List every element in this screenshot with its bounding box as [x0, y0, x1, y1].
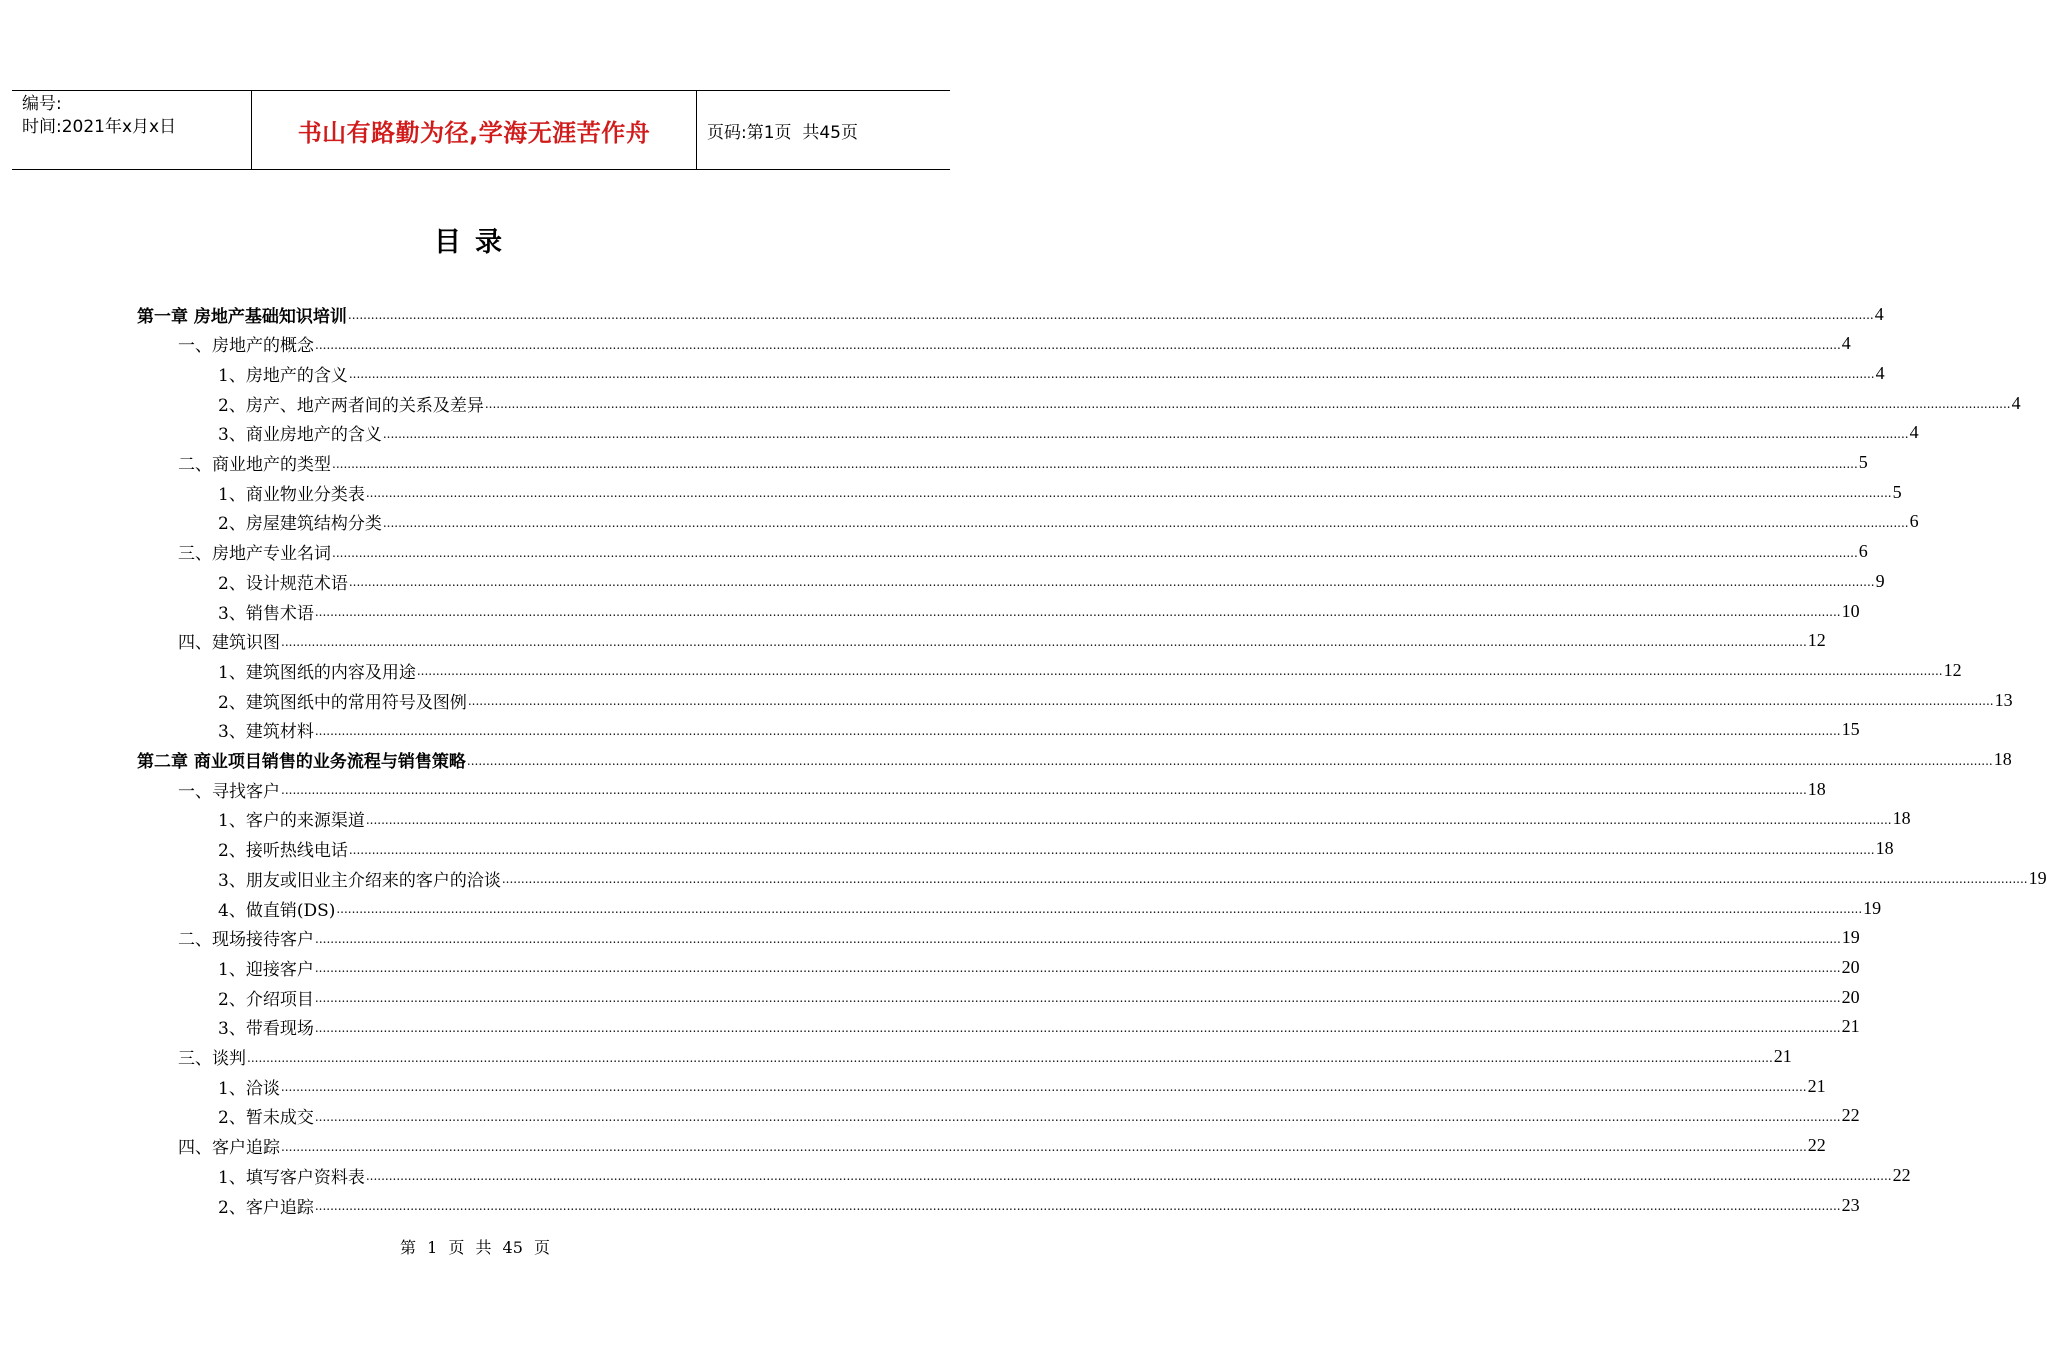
toc-entry-page: 18: [1892, 808, 1911, 829]
toc-leader-dots: ................................................................................................................................................................................................................................................................................................................................................................................................................: [382, 515, 1909, 530]
toc-leader-dots: ................................................................................................................................................................................................................................................................................................................................................................................................................: [332, 456, 1858, 471]
toc-entry[interactable]: [218, 685, 2013, 715]
toc-entry-title: 第二章 商业项目销售的业务流程与销售策略: [137, 752, 466, 772]
toc-entry-title: 一、寻找客户: [178, 781, 280, 802]
toc-entry[interactable]: [218, 655, 1962, 685]
toc-entry-title: 二、商业地产的类型: [178, 455, 331, 475]
toc-entry-page: 6: [1909, 511, 1919, 532]
toc-entry[interactable]: [218, 893, 1882, 923]
toc-entry-page: 9: [1875, 570, 1885, 591]
toc-entry-title: 三、房地产专业名词: [178, 544, 331, 565]
toc-entry-title: 四、客户追踪: [178, 1138, 280, 1159]
toc-entry-page: 4: [1874, 303, 1884, 324]
toc-entry-page: 5: [1858, 452, 1868, 472]
toc-entry-title: 二、现场接待客户: [178, 930, 314, 951]
toc-entry-page: 21: [1773, 1046, 1792, 1066]
toc-leader-dots: ................................................................................................................................................................................................................................................................................................................................................................................................................: [281, 783, 1807, 798]
toc-entry-title: 2、暂未成交: [218, 1108, 314, 1129]
toc-entry-title: 1、洽谈: [218, 1078, 280, 1099]
toc-entry[interactable]: [218, 507, 1919, 537]
toc-entry[interactable]: [218, 1101, 1860, 1131]
toc-leader-dots: ................................................................................................................................................................................................................................................................................................................................................................................................................: [314, 991, 1841, 1006]
toc-leader-dots: ................................................................................................................................................................................................................................................................................................................................................................................................................: [501, 872, 2028, 887]
toc-entry-title: 2、建筑图纸中的常用符号及图例: [218, 692, 467, 713]
toc-entry[interactable]: [218, 477, 1902, 507]
toc-entry[interactable]: [178, 448, 1868, 478]
toc-entry[interactable]: [218, 982, 1860, 1012]
toc-entry-title: 2、设计规范术语: [218, 573, 348, 594]
toc-leader-dots: ................................................................................................................................................................................................................................................................................................................................................................................................................: [315, 337, 1841, 352]
toc-entry-title: 1、迎接客户: [218, 959, 314, 980]
toc-entry[interactable]: [178, 329, 1851, 359]
toc-leader-dots: ................................................................................................................................................................................................................................................................................................................................................................................................................: [332, 545, 1858, 560]
toc-entry[interactable]: [218, 1071, 1826, 1101]
document-header: [12, 90, 950, 170]
toc-leader-dots: ................................................................................................................................................................................................................................................................................................................................................................................................................: [336, 902, 1863, 916]
toc-entry[interactable]: [178, 923, 1860, 953]
toc-entry-page: 19: [1863, 897, 1882, 918]
header-meta: [12, 91, 251, 169]
toc-entry-page: 6: [1858, 541, 1868, 562]
toc-leader-dots: ................................................................................................................................................................................................................................................................................................................................................................................................................: [484, 397, 2011, 412]
toc-leader-dots: ................................................................................................................................................................................................................................................................................................................................................................................................................: [365, 486, 1892, 501]
toc-entry-title: 3、商业房地产的含义: [218, 425, 382, 446]
toc-entry-page: 20: [1841, 956, 1860, 977]
toc-entry-title: 四、建筑识图: [178, 633, 280, 654]
header-motto: 书山有路勤为径,学海无涯苦作舟: [297, 118, 651, 147]
toc-entry-page: 15: [1841, 719, 1860, 740]
document-time-label: 时间:2021年x月x日: [22, 117, 177, 137]
toc-entry-title: 2、房屋建筑结构分类: [218, 514, 382, 535]
toc-entry-page: 20: [1841, 986, 1860, 1007]
page-title: 目录: [434, 227, 516, 258]
toc-entry-title: 一、房地产的概念: [178, 336, 314, 357]
toc-entry[interactable]: [178, 626, 1826, 656]
toc-entry[interactable]: [178, 1042, 1792, 1072]
toc-entry-page: 12: [1943, 659, 1962, 680]
header-page-info-cell: [697, 91, 950, 169]
toc-entry[interactable]: [218, 358, 1885, 388]
toc-leader-dots: ................................................................................................................................................................................................................................................................................................................................................................................................................: [314, 723, 1841, 738]
toc-entry[interactable]: [218, 418, 1919, 448]
toc-entry-page: 23: [1841, 1194, 1860, 1215]
toc-entry-page: 21: [1807, 1075, 1826, 1096]
toc-leader-dots: ................................................................................................................................................................................................................................................................................................................................................................................................................: [365, 812, 1892, 827]
toc-entry-title: 1、建筑图纸的内容及用途: [218, 662, 416, 683]
toc-entry-page: 4: [1841, 333, 1851, 354]
toc-leader-dots: ................................................................................................................................................................................................................................................................................................................................................................................................................: [314, 605, 1841, 619]
toc-entry-page: 18: [1993, 749, 2012, 769]
toc-entry-page: 4: [1875, 362, 1885, 383]
header-page-info: 页码:第1页 共45页: [707, 122, 858, 143]
toc-entry[interactable]: [218, 388, 2021, 418]
toc-leader-dots: ................................................................................................................................................................................................................................................................................................................................................................................................................: [348, 367, 1875, 382]
toc-entry-title: 2、房产、地产两者间的关系及差异: [218, 395, 484, 416]
toc-entry[interactable]: [137, 745, 2012, 775]
toc-entry-page: 10: [1841, 600, 1860, 621]
toc-entry-page: 19: [1841, 927, 1860, 948]
toc-entry[interactable]: [218, 952, 1860, 982]
toc-entry-title: 1、填写客户资料表: [218, 1167, 365, 1188]
toc-entry[interactable]: [178, 774, 1826, 804]
toc-entry-page: 4: [2011, 392, 2021, 413]
toc-entry-title: 4、做直销(DS): [218, 900, 336, 921]
toc-leader-dots: ................................................................................................................................................................................................................................................................................................................................................................................................................: [382, 426, 1909, 441]
toc-leader-dots: ................................................................................................................................................................................................................................................................................................................................................................................................................: [314, 1109, 1841, 1124]
toc-entry-page: 22: [1892, 1164, 1911, 1185]
document-number-label: 编号:: [22, 94, 62, 114]
toc-entry-page: 12: [1807, 630, 1826, 651]
toc-entry-page: 19: [2028, 867, 2047, 888]
toc-leader-dots: ................................................................................................................................................................................................................................................................................................................................................................................................................: [314, 961, 1841, 976]
toc-entry[interactable]: [137, 299, 1884, 329]
toc-entry[interactable]: [218, 566, 1885, 596]
toc-entry[interactable]: [218, 1012, 1860, 1042]
toc-entry-title: 1、客户的来源渠道: [218, 811, 365, 832]
toc-entry-title: 3、销售术语: [218, 603, 314, 624]
toc-entry-page: 22: [1807, 1135, 1826, 1156]
toc-leader-dots: ................................................................................................................................................................................................................................................................................................................................................................................................................: [416, 664, 1943, 679]
toc-leader-dots: ................................................................................................................................................................................................................................................................................................................................................................................................................: [348, 575, 1875, 590]
header-motto-cell: [251, 91, 697, 169]
toc-entry-title: 3、带看现场: [218, 1019, 314, 1040]
toc-entry-title: 三、谈判: [178, 1049, 246, 1069]
toc-entry[interactable]: [218, 715, 1860, 745]
toc-leader-dots: ................................................................................................................................................................................................................................................................................................................................................................................................................: [281, 634, 1807, 649]
toc-leader-dots: ................................................................................................................................................................................................................................................................................................................................................................................................................: [281, 1139, 1807, 1154]
toc-entry-page: 22: [1841, 1105, 1860, 1126]
toc-leader-dots: ................................................................................................................................................................................................................................................................................................................................................................................................................: [348, 842, 1875, 857]
toc-leader-dots: ................................................................................................................................................................................................................................................................................................................................................................................................................: [467, 694, 1994, 709]
toc-entry-page: 18: [1807, 778, 1826, 799]
toc-entry[interactable]: [218, 1160, 1911, 1190]
toc-entry-page: 18: [1875, 838, 1894, 859]
toc-leader-dots: ................................................................................................................................................................................................................................................................................................................................................................................................................: [314, 1199, 1841, 1213]
toc-entry-title: 1、商业物业分类表: [218, 484, 365, 505]
toc-entry[interactable]: [218, 1190, 1860, 1220]
toc-entry[interactable]: [178, 1131, 1826, 1161]
toc-entry[interactable]: [218, 834, 1894, 864]
toc-entry[interactable]: [218, 596, 1860, 626]
toc-entry-page: 5: [1892, 481, 1902, 502]
toc-entry-page: 13: [1994, 689, 2013, 710]
toc-entry-page: 21: [1841, 1016, 1860, 1037]
toc-entry-title: 3、朋友或旧业主介绍来的客户的洽谈: [218, 870, 501, 891]
toc-leader-dots: ................................................................................................................................................................................................................................................................................................................................................................................................................: [314, 1020, 1841, 1035]
toc-entry-title: 2、接听热线电话: [218, 841, 348, 862]
toc-leader-dots: ................................................................................................................................................................................................................................................................................................................................................................................................................: [466, 753, 1993, 768]
toc-entry-title: 1、房地产的含义: [218, 365, 348, 386]
toc-entry-title: 2、客户追踪: [218, 1197, 314, 1218]
toc-entry-title: 3、建筑材料: [218, 722, 314, 743]
toc-leader-dots: ................................................................................................................................................................................................................................................................................................................................................................................................................: [315, 931, 1841, 946]
page-footer: 第 1 页 共 45 页: [400, 1238, 550, 1257]
toc-entry-title: 2、介绍项目: [218, 989, 314, 1010]
toc-entry-page: 4: [1909, 422, 1919, 443]
toc-entry[interactable]: [178, 537, 1868, 567]
toc-entry[interactable]: [218, 804, 1911, 834]
toc-leader-dots: ................................................................................................................................................................................................................................................................................................................................................................................................................: [247, 1050, 1773, 1065]
toc-entry[interactable]: [218, 863, 2047, 893]
toc-leader-dots: ................................................................................................................................................................................................................................................................................................................................................................................................................: [280, 1080, 1807, 1095]
toc-leader-dots: ................................................................................................................................................................................................................................................................................................................................................................................................................: [365, 1169, 1892, 1184]
toc-leader-dots: ................................................................................................................................................................................................................................................................................................................................................................................................................: [347, 308, 1874, 322]
toc-entry-title: 第一章 房地产基础知识培训: [137, 306, 347, 327]
